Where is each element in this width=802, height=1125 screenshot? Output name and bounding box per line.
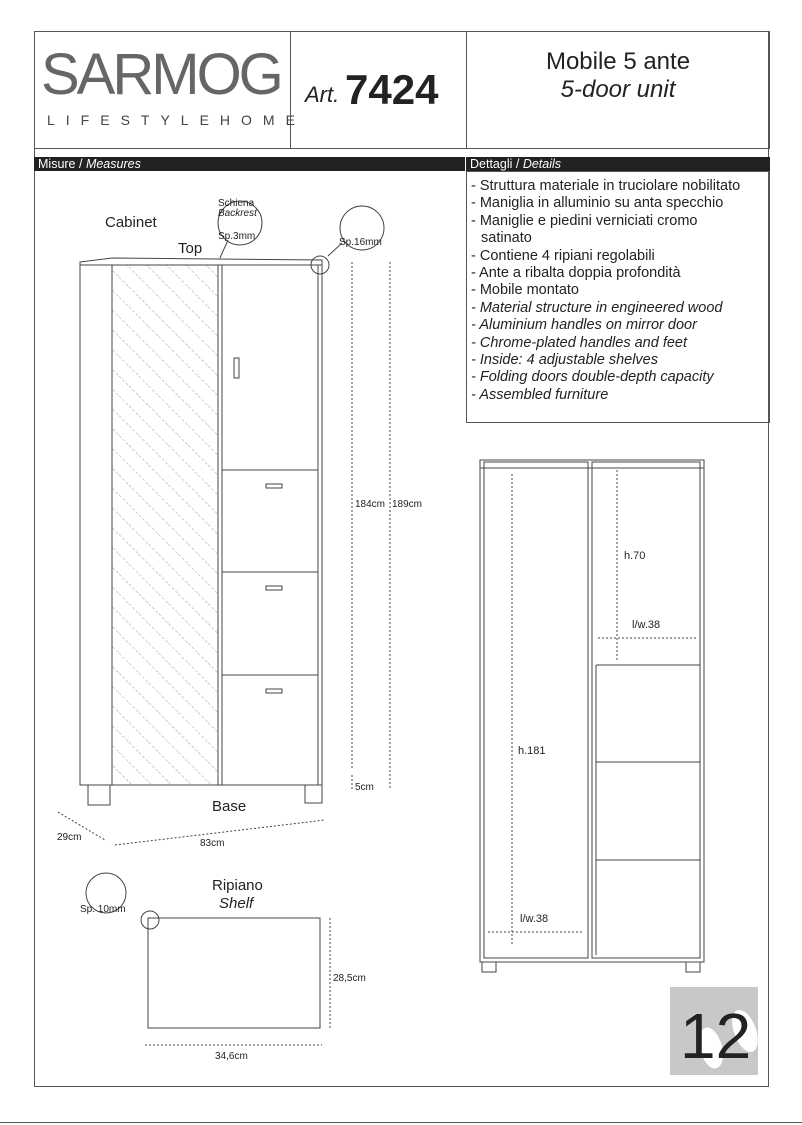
detail-item: - Chrome-plated handles and feet: [471, 334, 688, 351]
shelf-drawing: [86, 873, 330, 1045]
top-label: Top: [178, 240, 203, 257]
feet-height: 5cm: [355, 782, 374, 793]
height-total: 189cm: [392, 499, 423, 510]
door-handle: [266, 484, 282, 488]
detail-item: - Mobile montato: [471, 282, 579, 299]
backrest-label-en: Backrest: [218, 208, 257, 219]
details-label-it: Dettagli /: [470, 157, 523, 171]
detail-item: - Folding doors double-depth capacity: [471, 369, 714, 386]
brand-name: SARMOG: [41, 42, 281, 107]
foot: [305, 785, 322, 803]
detail-item: - Maniglie e piedini verniciati cromo: [471, 212, 698, 229]
detail-item: - Struttura materiale in truciolare nobilitato: [471, 178, 741, 194]
article-number: 7424: [345, 66, 439, 113]
door-handle: [266, 689, 282, 693]
backrest-label-it: Schiena: [218, 198, 255, 209]
top-thickness: Sp.16mm: [339, 237, 382, 248]
cabinet-depth: 29cm: [57, 832, 82, 843]
mirror-door: [112, 265, 218, 785]
detail-item: - Contiene 4 ripiani regolabili: [471, 247, 655, 264]
left-height: h.181: [518, 745, 546, 757]
measures-label-it: Misure /: [38, 157, 86, 171]
article-label: Art.: [305, 82, 340, 107]
detail-item: - Ante a ribalta doppia profondità: [471, 265, 681, 282]
upper-height: h.70: [624, 550, 646, 562]
door-handle: [234, 358, 239, 378]
measures-label-en: Measures: [85, 157, 141, 171]
shelf-depth: 28,5cm: [333, 973, 366, 984]
detail-item: satinato: [481, 230, 532, 247]
detail-item: - Maniglia in alluminio su anta specchio: [471, 195, 724, 212]
interior-drawing: [480, 460, 704, 972]
bottom-divider: [0, 1122, 802, 1123]
detail-item: - Material structure in engineered wood: [471, 299, 723, 316]
backrest-thickness: Sp.3mm: [218, 231, 256, 242]
foot: [88, 785, 110, 805]
shelf-label-en: Shelf: [219, 895, 254, 912]
detail-item: - Aluminium handles on mirror door: [471, 317, 697, 334]
upper-width: l/w.38: [632, 619, 661, 631]
cabinet-drawing: [58, 201, 390, 845]
shelf-label-it: Ripiano: [212, 877, 263, 894]
cabinet-width: 83cm: [200, 838, 225, 849]
shelf-width: 34,6cm: [215, 1051, 248, 1062]
base-label: Base: [212, 798, 247, 815]
shelf-thickness: Sp. 10mm: [80, 904, 126, 915]
height-inner: 184cm: [355, 499, 386, 510]
door-handle: [266, 586, 282, 590]
brand-tagline: LIFESTYLEHOME: [47, 112, 306, 128]
title-english: 5-door unit: [560, 76, 676, 103]
left-width: l/w.38: [520, 913, 549, 925]
right-door: [222, 265, 318, 785]
page-number-badge: [670, 987, 758, 1075]
page-number: 12: [680, 1000, 752, 1072]
cabinet-label: Cabinet: [105, 214, 157, 231]
details-label-en: Details: [522, 157, 562, 171]
detail-item: - Inside: 4 adjustable shelves: [471, 352, 658, 369]
title-italian: Mobile 5 ante: [545, 48, 691, 75]
detail-item: - Assembled furniture: [471, 386, 609, 403]
